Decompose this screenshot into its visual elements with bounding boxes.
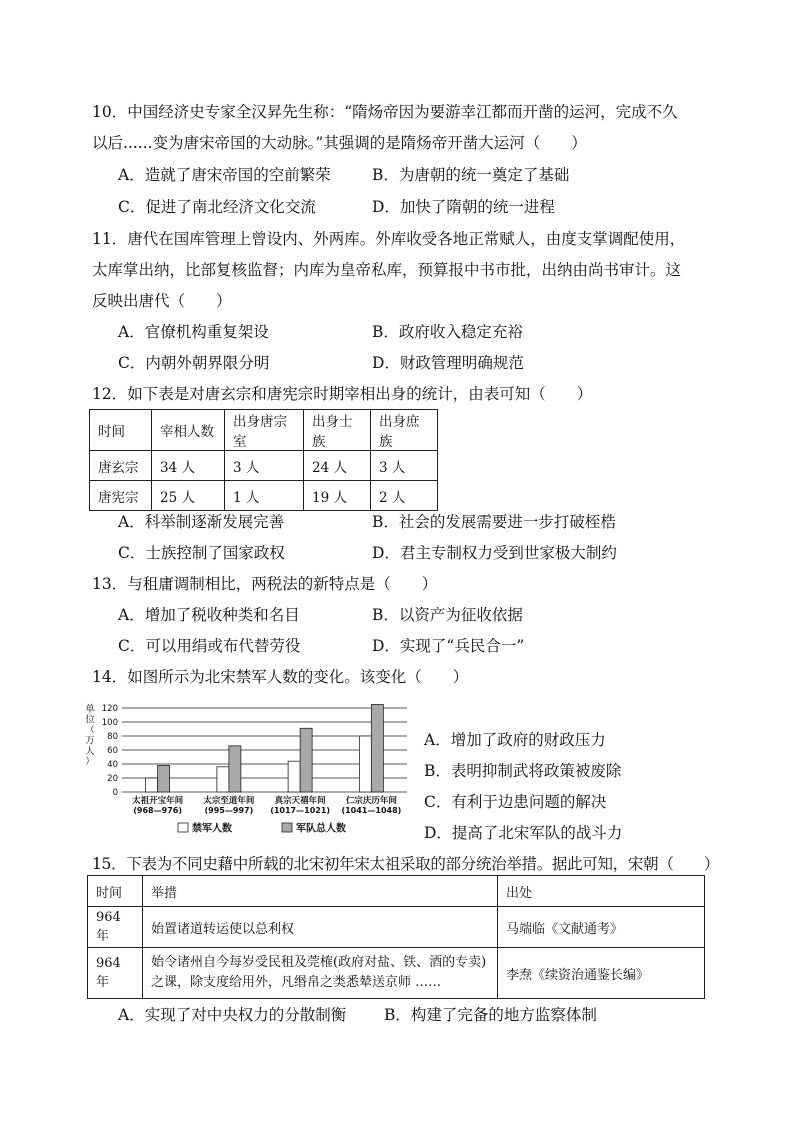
- table-header-cell: 时间: [88, 876, 143, 907]
- y-tick-label: 100: [101, 718, 118, 728]
- table-header-cell: 出身士族: [304, 410, 371, 451]
- q11-stem-line1: 11．唐代在国库管理上曾设内、外两库。外库收受各地正常赋人，由度支掌调配使用，: [92, 230, 686, 248]
- q15-stem: 15．下表为不同史藉中所载的北宋初年宋太祖采取的部分统治举措。据此可知，宋朝（ ）: [92, 855, 720, 873]
- y-tick-label: 60: [107, 746, 118, 756]
- y-tick-label: 120: [101, 704, 118, 714]
- x-tick-sublabel: (1041—1048): [341, 806, 402, 815]
- q14-option-b: B．表明抑制武将政策被废除: [424, 762, 622, 780]
- q14-option-c: C．有利于边患问题的解决: [424, 793, 607, 811]
- q11-option-b: B．政府收入稳定充裕: [372, 323, 523, 341]
- bar-jinjun: [146, 778, 158, 792]
- q14-option-a: A．增加了政府的财政压力: [424, 731, 606, 749]
- y-axis-label-char: （: [85, 725, 95, 736]
- y-axis-label-char: ）: [85, 756, 95, 768]
- table-cell: 964 年: [88, 907, 143, 948]
- bar-total: [300, 728, 312, 792]
- legend-label: 禁军人数: [192, 823, 232, 835]
- table-row: [88, 907, 705, 948]
- table-header-cell: 时间: [90, 410, 152, 451]
- q13-option-a: A．增加了税收种类和名目: [118, 606, 300, 624]
- q10-option-a: A．造就了唐宋帝国的空前繁荣: [118, 166, 331, 184]
- bar-jinjun: [217, 767, 229, 792]
- y-tick-label: 40: [107, 760, 118, 770]
- table-header-row: [90, 410, 438, 451]
- q10-option-b: B．为唐朝的统一奠定了基础: [372, 166, 570, 184]
- q11-stem-line3: 反映出唐代（ ）: [92, 292, 232, 310]
- q15-option-b: B．构建了完备的地方监察体制: [384, 1006, 597, 1024]
- q14-stem: 14．如图所示为北宋禁军人数的变化。该变化（ ）: [92, 668, 469, 686]
- table-cell: 唐玄宗: [90, 451, 152, 481]
- table-cell: 李焘《续资治通鉴长编》: [498, 948, 705, 999]
- bar-total: [371, 705, 383, 793]
- q15-option-a: A．实现了对中央权力的分散制衡: [118, 1006, 347, 1024]
- q13-option-d: D．实现了“兵民合一”: [372, 637, 525, 655]
- q10-option-d: D．加快了隋朝的统一进程: [372, 198, 555, 216]
- table-header-cell: 举措: [143, 876, 498, 907]
- q12-option-d: D．君主专制权力受到世家极大制约: [372, 544, 617, 562]
- q13-option-b: B．以资产为征收依据: [372, 606, 523, 624]
- table-cell: 始置诸道转运使以总利权: [143, 907, 498, 948]
- y-axis-label-char: 位: [85, 714, 95, 726]
- y-axis-label-char: 人: [85, 746, 95, 757]
- x-tick-sublabel: (995—997): [204, 806, 254, 815]
- q13-option-c: C．可以用绢或布代替劳役: [118, 637, 301, 655]
- y-tick-label: 80: [107, 732, 118, 742]
- q11-option-a: A．官僚机构重复架设: [118, 323, 269, 341]
- table-cell: 2 人: [371, 481, 438, 511]
- legend-swatch: [178, 823, 188, 832]
- legend-swatch: [282, 823, 292, 832]
- q10-stem-line1: 10．中国经济史专家全汉昇先生称：“隋炀帝因为要游幸江都而开凿的运河，完成不久: [92, 103, 678, 121]
- table-cell: 34 人: [152, 451, 225, 481]
- q11-option-c: C．内朝外朝界限分明: [118, 354, 270, 372]
- y-tick-label: 20: [107, 774, 118, 784]
- q10-stem-line2: 以后......变为唐宋帝国的大动脉。”其强调的是隋炀帝开凿大运河（ ）: [92, 134, 587, 152]
- x-tick-label: 太宗至道年间: [203, 796, 255, 806]
- q14-option-d: D．提高了北宋军队的战斗力: [424, 824, 623, 842]
- y-axis-label: [85, 703, 95, 768]
- table-row: [90, 451, 438, 481]
- table-cell: 19 人: [304, 481, 371, 511]
- table-cell: 马端临《文献通考》: [498, 907, 705, 948]
- table-cell: 3 人: [225, 451, 304, 481]
- q12-table: [89, 409, 438, 511]
- x-tick-label: 真宗天禧年间: [274, 796, 326, 806]
- table-cell: 始令诸州自今每岁受民租及莞榷(政府对盐、铁、酒的专卖)之课，除支度给用外，凡缗帛之类悉辇送京师 ……: [143, 948, 498, 999]
- q10-option-c: C．促进了南北经济文化交流: [118, 198, 316, 216]
- table-row: [90, 481, 438, 511]
- table-header-cell: 出处: [498, 876, 705, 907]
- table-row: [88, 948, 705, 999]
- q12-option-a: A．科举制逐渐发展完善: [118, 513, 285, 531]
- y-axis-label-char: 单: [85, 704, 95, 715]
- table-cell: 3 人: [371, 451, 438, 481]
- table-header-cell: 宰相人数: [152, 410, 225, 451]
- q15-table: [87, 875, 705, 999]
- x-tick-label: 太祖开宝年间: [132, 796, 184, 806]
- table-header-row: [88, 876, 705, 907]
- q12-option-c: C．士族控制了国家政权: [118, 544, 285, 562]
- table-cell: 1 人: [225, 481, 304, 511]
- q11-option-d: D．财政管理明确规范: [372, 354, 524, 372]
- table-cell: 25 人: [152, 481, 225, 511]
- bar-jinjun: [288, 761, 300, 792]
- table-cell: 964 年: [88, 948, 143, 999]
- y-axis-label-char: 万: [85, 735, 95, 747]
- table-header-cell: 出身唐宗室: [225, 410, 304, 451]
- table-cell: 唐宪宗: [90, 481, 152, 511]
- y-tick-label: 0: [112, 788, 118, 798]
- bar-jinjun: [359, 736, 371, 792]
- q14-bar-chart: [82, 700, 412, 842]
- q11-stem-line2: 太库掌出纳，比部复核监督；内库为皇帝私库，预算报中书市批，出纳由尚书审计。这: [92, 261, 682, 279]
- legend-label: 军队总人数: [296, 823, 346, 835]
- x-tick-sublabel: (1017—1021): [270, 806, 331, 815]
- table-cell: 24 人: [304, 451, 371, 481]
- q12-option-b: B．社会的发展需要进一步打破桎梏: [372, 513, 616, 531]
- x-tick-sublabel: (968—976): [133, 806, 182, 815]
- bar-total: [158, 765, 170, 792]
- q12-stem: 12．如下表是对唐玄宗和唐宪宗时期宰相出身的统计，由表可知（ ）: [92, 385, 593, 403]
- x-tick-label: 仁宗庆历年间: [345, 796, 397, 806]
- q13-stem: 13．与租庸调制相比，两税法的新特点是（ ）: [92, 575, 438, 593]
- bar-total: [229, 746, 241, 792]
- table-header-cell: 出身庶族: [371, 410, 438, 451]
